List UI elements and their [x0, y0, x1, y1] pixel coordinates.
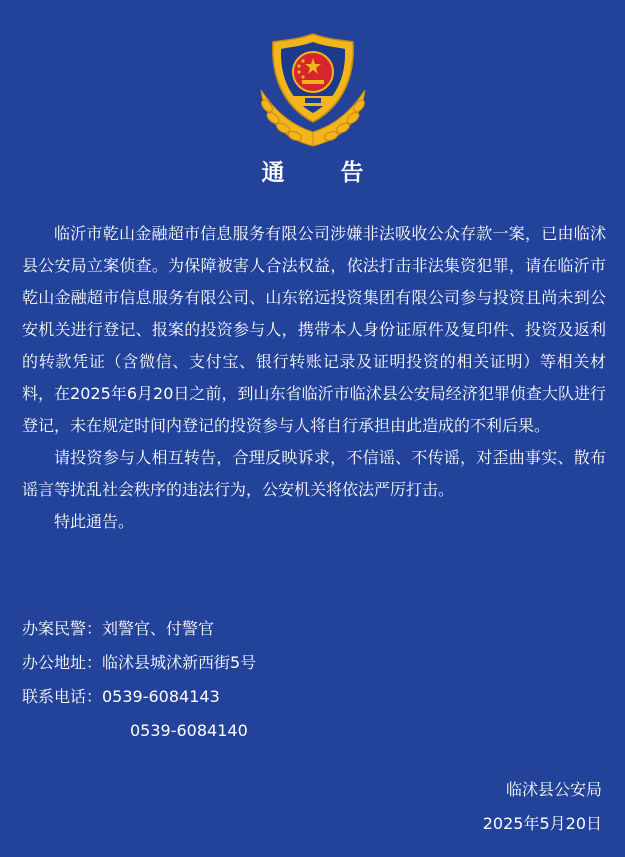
address-line: 办公地址：临沭县城沭新西街5号	[22, 653, 257, 672]
notice-paragraph-3: 特此通告。	[54, 512, 135, 531]
page-title: 通 告	[261, 160, 388, 186]
signature-block	[483, 773, 602, 841]
notice-paragraph-1: 临沂市乾山金融超市信息服务有限公司涉嫌非法吸收公众存款一案，已由临沭县公安局立案侦查。为保障被害人合法权益，依法打击非法集资犯罪，请在临沂市乾山金融超市信息服务有限公司、山东铭远投资集团有限公司参与投资且尚未到公安机关进行登记、报案的投资参与人，携带本人身份证原件及复印件、投资及返利的转款凭证（含微信、支付宝、银行转账记录及证明投资的相关证明）等相关材料，在2025年6月20日之前，到山东省临沂市临沭县公安局经济犯罪侦查大队进行登记，未在规定时间内登记的投资参与人将自行承担由此造成的不利后果。	[22, 224, 606, 435]
issue-date: 2025年5月20日	[482, 814, 602, 833]
officers-line: 办案民警：刘警官、付警官	[22, 619, 215, 638]
contact-info	[22, 612, 256, 748]
notice-paragraph-2: 请投资参与人相互转告，合理反映诉求，不信谣、不传谣，对歪曲事实、散布谣言等扰乱社会秩序的违法行为，公安机关将依法严厉打击。	[22, 448, 606, 499]
phone-line-2: 0539-6084140	[130, 721, 248, 740]
police-emblem-icon	[253, 28, 373, 150]
phone-line-1: 联系电话：0539-6084143	[22, 687, 220, 706]
issuer-name: 临沭县公安局	[505, 780, 602, 799]
notice-body	[22, 218, 606, 538]
